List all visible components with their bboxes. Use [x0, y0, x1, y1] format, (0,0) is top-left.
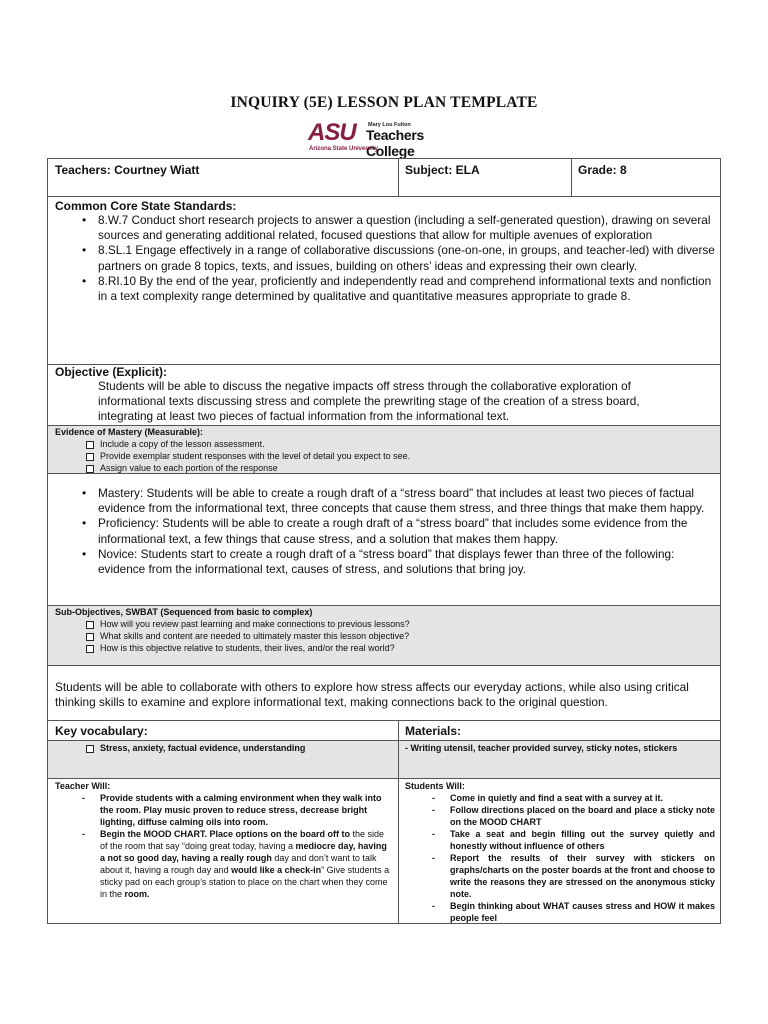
logo-university-text: Arizona State University — [309, 146, 379, 152]
logo-college-text: Teachers College — [366, 127, 425, 159]
teacher-will-heading: Teacher Will: — [55, 781, 111, 791]
logo-fulton-text: Mary Lou Fulton — [368, 122, 411, 128]
swbat-text: Students will be able to collaborate with others to explore how stress affects our everyday actions, while also using critical thinking skills to examine and explore informational text, making connections back to the original question. — [55, 680, 689, 710]
mood-chart-text: day and don’t want to talk about it, having a rough day and — [100, 853, 377, 875]
vocab-materials-content-row — [48, 741, 720, 779]
mood-chart-text: ” Give students a sticky pad on each group’s station to place on the chart when they come in the — [100, 865, 390, 899]
sub-objectives-section — [48, 606, 720, 666]
asu-teachers-college-logo — [308, 119, 468, 159]
engage-row — [48, 779, 720, 923]
mood-chart-text: Begin the MOOD CHART. Place options on the board off to — [100, 829, 350, 839]
sub-objectives-heading: Sub-Objectives, SWBAT (Sequenced from basic to complex) — [55, 607, 313, 617]
document-title: INQUIRY (5E) LESSON PLAN TEMPLATE — [230, 94, 538, 111]
sub-objectives-list — [55, 618, 715, 654]
standard-item: • 8.SL.1 Engage effectively in a range of collaborative discussions (one-on-one, in groups, and teacher-led) with diverse partners on grade 8 topics, texts, and issues, building on others’ ideas and expressing their own clearly. — [55, 243, 715, 273]
students-will-list — [405, 792, 715, 924]
proficiency-level-item: • Proficiency: Students will be able to create a rough draft of a “stress board” that includes some evidence from the informational text, a few things that cause stress, and a solution that makes them happy. — [55, 516, 715, 546]
mood-chart-text: mediocre day, having a not so good day, having a really rough — [100, 841, 387, 863]
header-row — [48, 159, 720, 197]
teacher-will-item — [55, 828, 393, 900]
evidence-item: Assign value to each portion of the response — [55, 462, 715, 474]
evidence-heading: Evidence of Mastery (Measurable): — [55, 427, 204, 437]
objective-heading: Objective (Explicit): — [55, 365, 168, 379]
mood-chart-text: the side of the room that say “doing great today, having a — [100, 829, 385, 851]
students-will-item: - Take a seat and begin filling out the survey quietly and honestly without influence of others — [405, 828, 715, 852]
lesson-plan-table — [47, 158, 721, 924]
students-will-item: - Come in quietly and find a seat with a survey at it. — [405, 792, 715, 804]
mood-chart-text: would like a check-in — [231, 865, 322, 875]
novice-level-item: • Novice: Students start to create a rough draft of a “stress board” that displays fewer than three of the following: evidence from the informational text, causes of stress, and solutions that bring joy. — [55, 547, 715, 577]
vocabulary-list — [55, 742, 395, 754]
materials-heading: Materials: — [405, 724, 462, 738]
mood-chart-text: room. — [124, 889, 150, 899]
asu-logo-mark: ASU — [308, 119, 356, 146]
students-will-heading: Students Will: — [405, 781, 465, 791]
subject-field: Subject: ELA — [405, 163, 480, 177]
sub-objective-item: How is this objective relative to students, their lives, and/or the real world? — [55, 642, 715, 654]
standards-heading: Common Core State Standards: — [55, 199, 237, 213]
teacher-will-item: - Provide students with a calming environment when they walk into the room. Play music proven to reduce stress, decrease bright lighting, diffuse calming oils into room. — [55, 792, 393, 828]
standards-list — [55, 213, 715, 304]
evidence-item: Provide exemplar student responses with the level of detail you expect to see. — [55, 450, 715, 462]
mastery-levels-section — [48, 474, 720, 606]
sub-objective-item: What skills and content are needed to ultimately master this lesson objective? — [55, 630, 715, 642]
mastery-level-item: • Mastery: Students will be able to create a rough draft of a “stress board” that includes at least two pieces of factual evidence from the informational text, three concepts that cause them stress, and three things that make them happy. — [55, 486, 715, 516]
materials-text: - Writing utensil, teacher provided survey, sticky notes, stickers — [405, 743, 678, 753]
grade-field: Grade: 8 — [578, 163, 627, 177]
standard-item: • 8.W.7 Conduct short research projects to answer a question (including a self-generated question), drawing on several sources and generating additional related, focused questions that allow for multiple avenues of exploration — [55, 213, 715, 243]
standard-item: • 8.RI.10 By the end of the year, proficiently and independently read and comprehend informational texts and nonfiction in a text complexity range determined by qualitative and quantitative measures appropriate to grade 8. — [55, 274, 715, 304]
students-will-item: - Begin thinking about WHAT causes stress and HOW it makes people feel — [405, 900, 715, 924]
evidence-section — [48, 426, 720, 474]
vocabulary-heading: Key vocabulary: — [55, 724, 148, 738]
vocabulary-item: Stress, anxiety, factual evidence, understanding — [55, 742, 395, 754]
students-will-item: - Report the results of their survey with stickers on graphs/charts on the poster boards at the front and choose to write the reasons they are stressed on the anonymous sticky note. — [405, 852, 715, 900]
teacher-will-list — [55, 792, 393, 900]
objective-text: Students will be able to discuss the negative impacts off stress through the collaborative exploration of informational texts discussing stress and complete the prewriting stage of the creation of a stress board, integrating at least two pieces of factual information from the informational text. — [98, 379, 640, 424]
evidence-item: Include a copy of the lesson assessment. — [55, 438, 715, 450]
vocab-materials-header-row — [48, 721, 720, 741]
swbat-section — [48, 666, 720, 721]
sub-objective-item: How will you review past learning and make connections to previous lessons? — [55, 618, 715, 630]
objective-section — [48, 365, 720, 426]
evidence-list — [55, 438, 715, 474]
teachers-field: Teachers: Courtney Wiatt — [55, 163, 200, 177]
mastery-levels-list — [55, 486, 715, 577]
standards-section — [48, 197, 720, 365]
students-will-item: - Follow directions placed on the board and place a sticky note on the MOOD CHART — [405, 804, 715, 828]
